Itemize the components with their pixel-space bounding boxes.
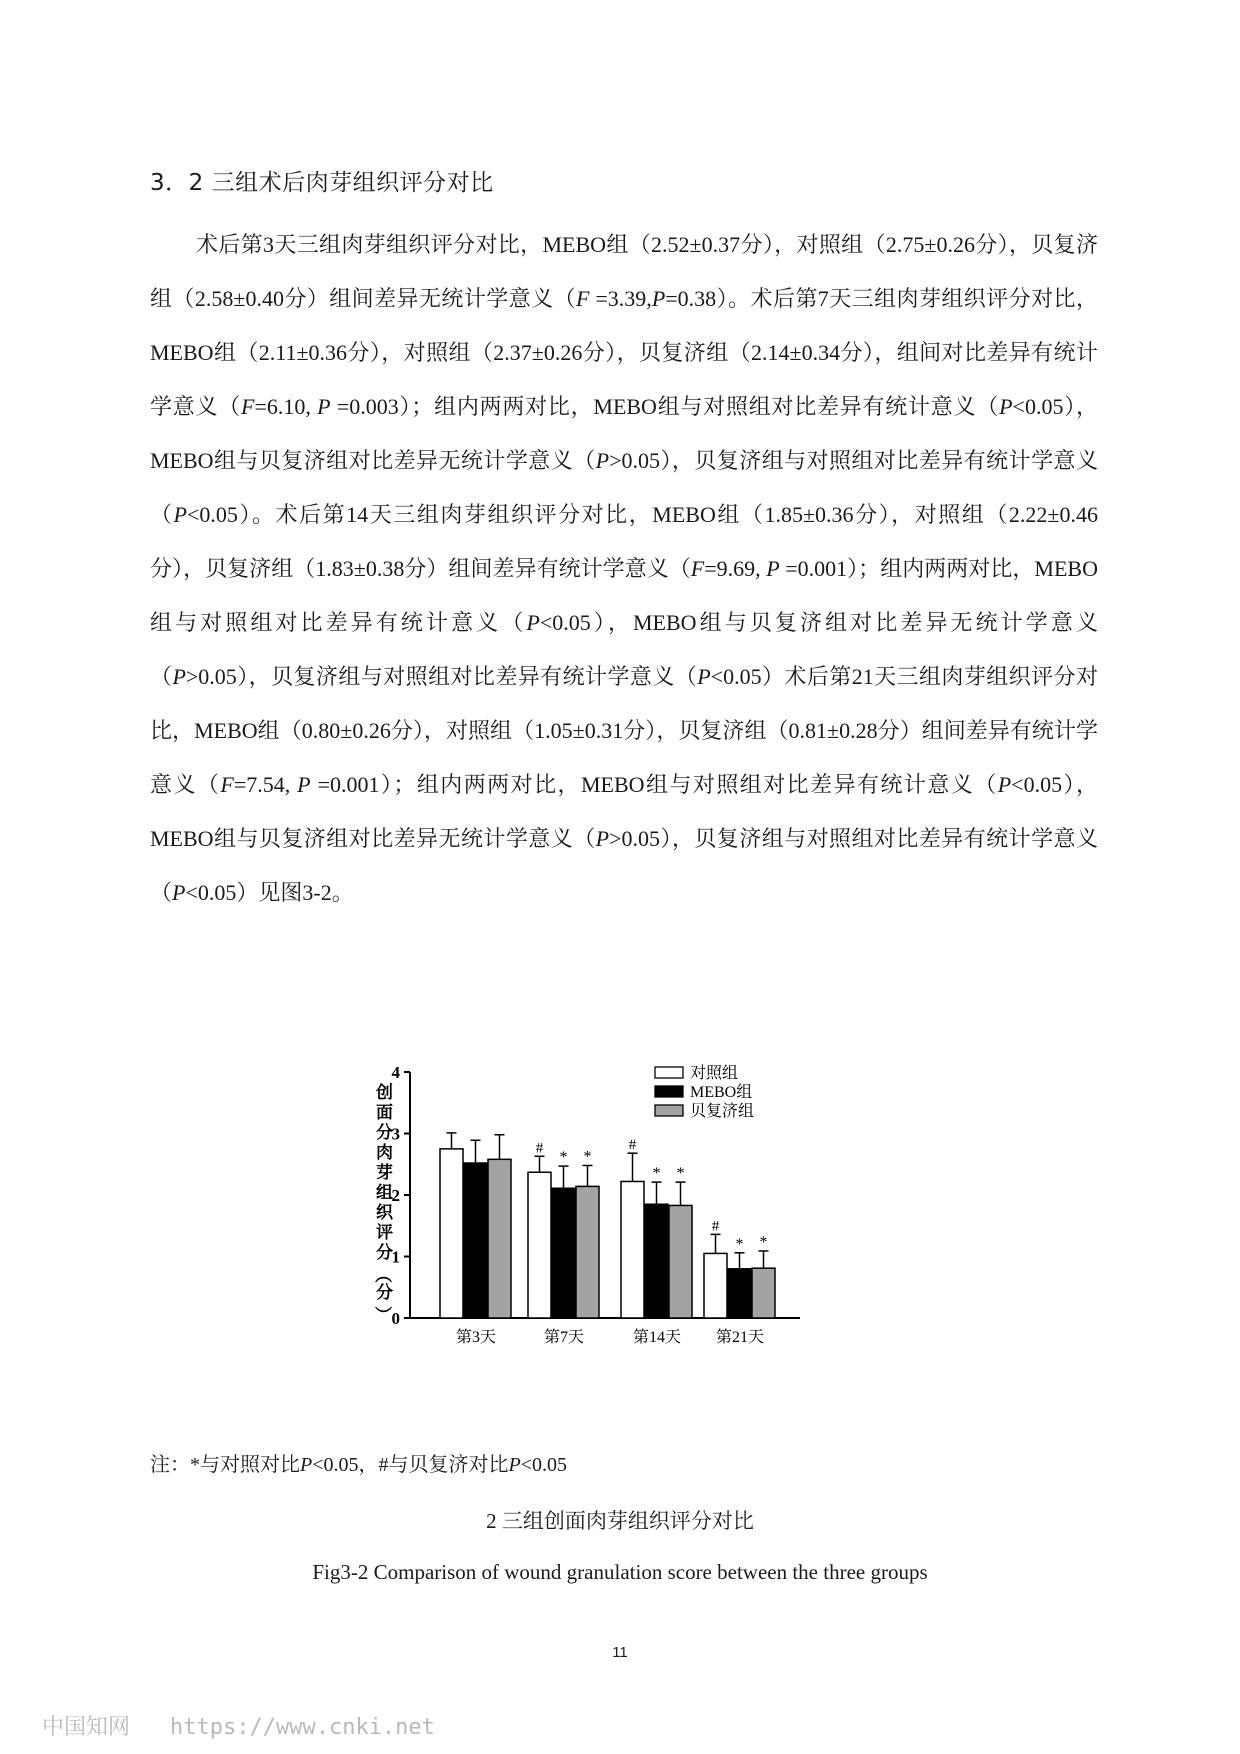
bar (621, 1181, 644, 1318)
stat-symbol: P (172, 664, 186, 689)
bar (528, 1172, 551, 1318)
y-axis-label-char: 分 (376, 1283, 393, 1302)
significance-mark: * (676, 1165, 685, 1183)
stat-symbol: F (690, 556, 705, 581)
significance-mark: * (759, 1233, 768, 1251)
stat-symbol: P (999, 394, 1013, 419)
significance-mark: * (652, 1165, 661, 1183)
section-heading: 3．2 三组术后肉芽组织评分对比 (150, 170, 494, 196)
x-tick-label: 第14天 (632, 1329, 682, 1346)
watermark-brand: 中国知网 (42, 1715, 131, 1740)
stat-symbol: P (697, 664, 711, 689)
paragraph-text: =7.54, (233, 772, 298, 797)
y-axis-label-char: 芽 (376, 1163, 393, 1182)
legend-swatch (655, 1105, 683, 1116)
paragraph-text: =0.001）；组内两两对比，MEBO组与对照组对比差异有统计意义（ (310, 772, 998, 797)
y-tick-label: 3 (391, 1124, 400, 1144)
bar (704, 1253, 727, 1318)
significance-mark: # (711, 1218, 720, 1235)
legend-swatch (655, 1067, 683, 1078)
bar (728, 1269, 751, 1318)
bar (488, 1159, 511, 1318)
x-tick-label: 第7天 (543, 1329, 585, 1346)
bar (576, 1186, 599, 1318)
paragraph-text: <0.05）术后第21天三组肉芽组织评分对比，MEBO组（0.80±0.26分），对照组（1.05±0.31分），贝复济组（0.81±0.28分）组间差异有统计学意义（ (150, 664, 1098, 797)
note-p-2: P (508, 1454, 521, 1476)
paragraph-text: >0.05），贝复济组与对照组对比差异有统计学意义（ (150, 826, 1098, 905)
paragraph-text: =6.10, (254, 394, 318, 419)
stat-symbol: P (651, 286, 666, 311)
note-text-2: <0.05，#与贝复济对比 (312, 1454, 509, 1476)
paragraph-text: <0.05）见图3-2。 (185, 880, 354, 905)
y-axis-label-char: 分 (376, 1243, 393, 1262)
x-tick-label: 第21天 (715, 1329, 765, 1346)
note-text-3: <0.05 (520, 1454, 567, 1476)
significance-mark: * (559, 1149, 568, 1167)
watermark-url: https://www.cnki.net (170, 1715, 435, 1740)
stat-symbol: F (241, 394, 255, 419)
y-axis-label-char: 肉 (376, 1143, 393, 1162)
paragraph-text: =0.38）。术后第7天三组肉芽组织评分对比，MEBO组（2.11±0.36分），对照组（2.37±0.26分），贝复济组（2.14±0.34分），组间对比差异有统计学意义（ (150, 286, 1098, 419)
stat-symbol: P (595, 448, 610, 473)
significance-mark: * (735, 1235, 744, 1253)
watermark (42, 1710, 435, 1741)
y-axis-label-char: 分 (376, 1123, 393, 1142)
paragraph-text: <0.05），MEBO组与贝复济组对比差异无统计学意义（ (150, 610, 1098, 689)
paragraph-text: <0.05），MEBO组与贝复济组对比差异无统计学意义（ (150, 772, 1098, 851)
legend-label: 贝复济组 (690, 1103, 755, 1120)
stat-symbol: F (576, 286, 590, 311)
bar-chart (373, 1060, 900, 1400)
bar (440, 1149, 463, 1318)
y-tick-label: 2 (391, 1186, 400, 1205)
figure-caption-en: Fig3-2 Comparison of wound granulation score between the three groups (312, 1560, 928, 1584)
stat-symbol: P (997, 772, 1012, 797)
paragraph-text: >0.05），贝复济组与对照组对比差异有统计学意义（ (185, 664, 698, 689)
significance-mark: # (628, 1137, 637, 1154)
paragraph-text: <0.05），MEBO组与贝复济组对比差异无统计学意义（ (150, 394, 1098, 473)
bar (669, 1205, 692, 1318)
paragraph-text: >0.05），贝复济组与对照组对比差异有统计学意义（ (150, 448, 1098, 527)
legend-label: 对照组 (690, 1065, 739, 1082)
figure-note (150, 1448, 567, 1477)
y-tick-label: 0 (391, 1309, 400, 1328)
y-tick-label: 4 (391, 1063, 400, 1082)
paragraph-text: =0.001）；组内两两对比，MEBO组与对照组对比差异有统计意义（ (150, 556, 1098, 635)
bar (552, 1188, 575, 1318)
body-paragraph (150, 218, 1098, 920)
stat-symbol: F (220, 772, 234, 797)
y-axis-label-char: 织 (376, 1203, 393, 1222)
legend-swatch (655, 1086, 683, 1097)
stat-symbol: P (173, 502, 187, 527)
y-tick-label: 1 (391, 1247, 400, 1267)
bar (645, 1204, 668, 1318)
stat-symbol: P (766, 556, 780, 581)
figure-caption-cn: 2 三组创面肉芽组织评分对比 (486, 1509, 754, 1533)
y-axis-label-char: 评 (376, 1223, 393, 1242)
y-axis-label-char: ） (373, 1306, 392, 1323)
paragraph-text: =3.39, (589, 286, 652, 311)
y-axis-label-char: 组 (376, 1183, 393, 1202)
bar (752, 1268, 775, 1318)
paragraph-text: 术后第3天三组肉芽组织评分对比，MEBO组（2.52±0.37分），对照组（2.75±0.26分），贝复济组（2.58±0.40分）组间差异无统计学意义（ (150, 232, 1098, 311)
x-tick-label: 第3天 (455, 1329, 497, 1346)
paragraph-text: =9.69, (704, 556, 767, 581)
bar (464, 1163, 487, 1318)
paragraph-text: =0.003）；组内两两对比，MEBO组与对照组对比差异有统计意义（ (330, 394, 1000, 419)
note-p-1: P (300, 1454, 313, 1476)
significance-mark: # (535, 1140, 544, 1157)
y-axis-label-char: （ (373, 1266, 392, 1283)
y-axis-label-char: 创 (376, 1083, 393, 1102)
stat-symbol: P (317, 394, 331, 419)
note-text-1: 注：*与对照对比 (150, 1454, 300, 1476)
legend-label: MEBO组 (690, 1084, 753, 1101)
significance-mark: * (583, 1148, 592, 1166)
stat-symbol: P (297, 772, 311, 797)
paragraph-text: <0.05）。术后第14天三组肉芽组织评分对比，MEBO组（1.85±0.36分），对照组（2.22±0.46分），贝复济组（1.83±0.38分）组间差异有统计学意义（ (150, 502, 1098, 581)
stat-symbol: P (172, 880, 186, 905)
page-number: 11 (612, 1644, 628, 1661)
y-axis-label-char: 面 (376, 1103, 393, 1122)
stat-symbol: P (526, 610, 540, 635)
stat-symbol: P (595, 826, 610, 851)
